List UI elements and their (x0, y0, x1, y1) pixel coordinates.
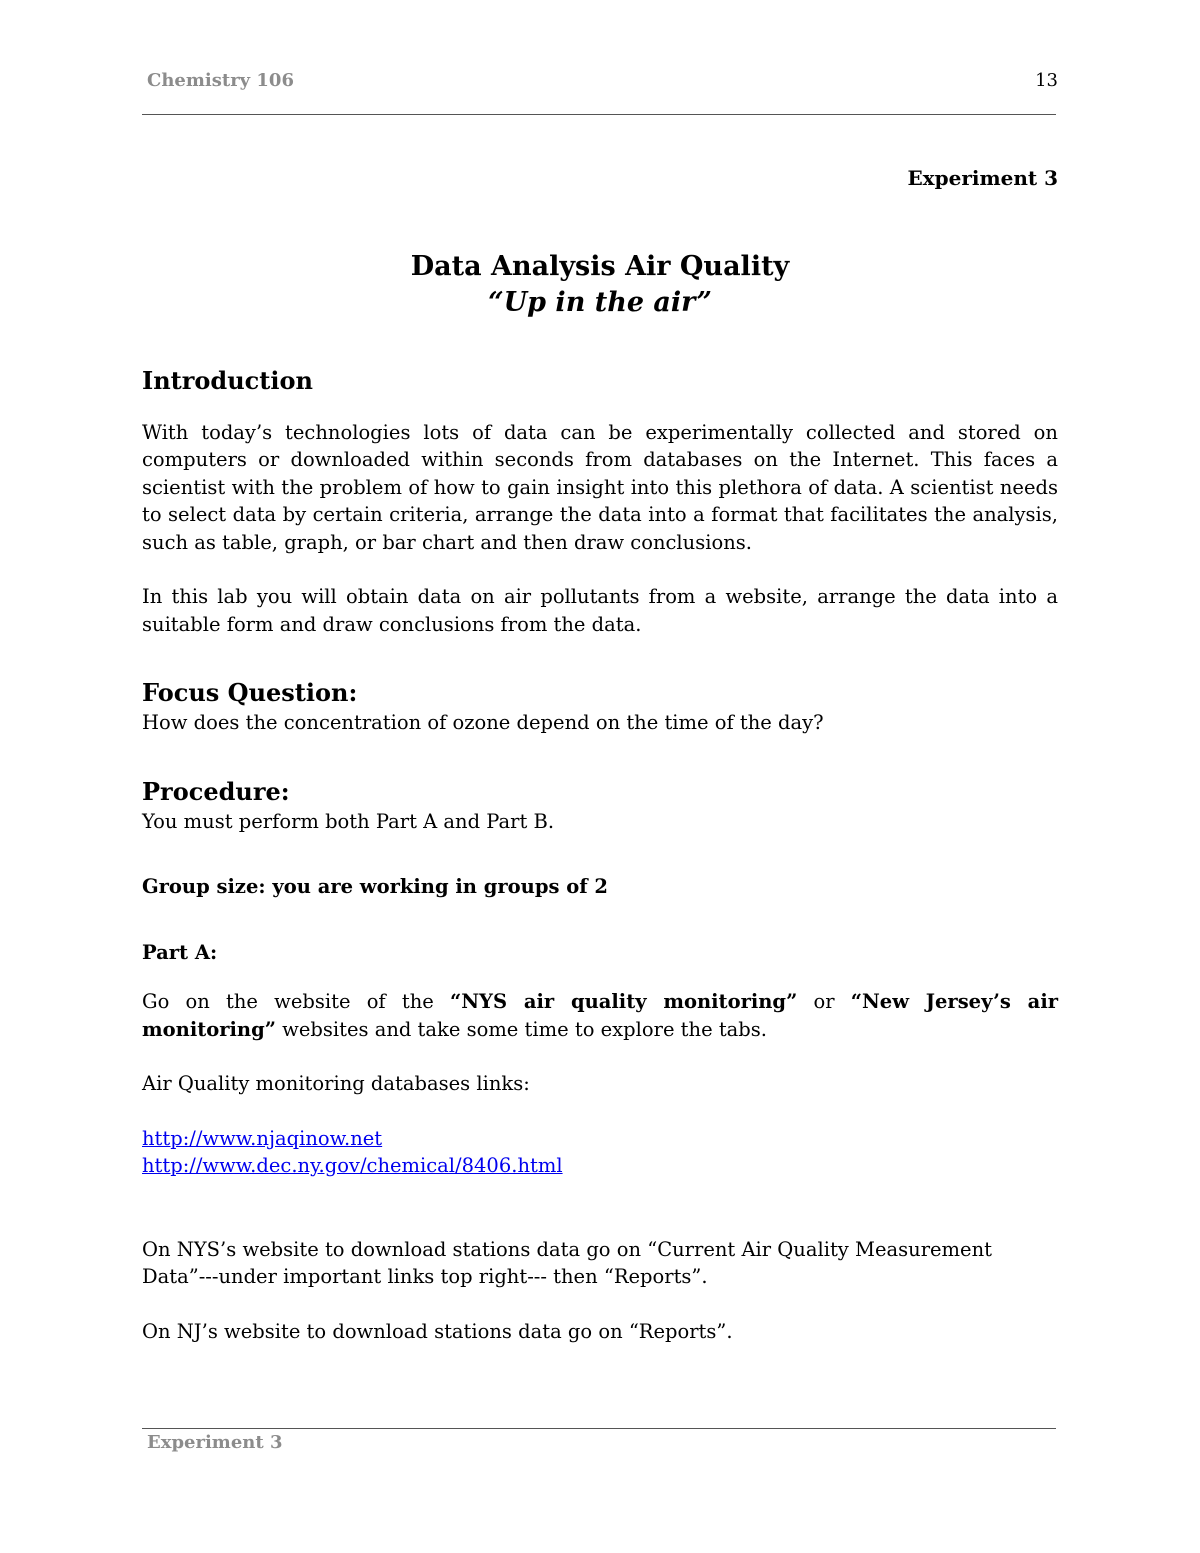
page-number: 13 (1035, 70, 1058, 91)
procedure-text: You must perform both Part A and Part B. (142, 809, 555, 833)
go-text-3: websites and take some time to explore the tabs. (275, 1017, 767, 1041)
nj-instructions: On NJ’s website to download stations data go on “Reports”. (142, 1319, 733, 1343)
introduction-paragraph-1: With today’s technologies lots of data can be experimentally collected and stored on computers or downloaded within seconds from databases on the Internet. This faces a scientist with the problem of how to gain insight into this plethora of data. A scientist needs to select data by certain criteria, arrange the data into a format that facilitates the analysis, such as table, graph, or bar chart and then draw conclusions. (142, 420, 1058, 554)
njaqinow-link[interactable]: http://www.njaqinow.net (142, 1126, 383, 1150)
nys-site-name: “NYS air quality monitoring” (450, 990, 798, 1013)
focus-question-heading: Focus Question: (142, 678, 358, 707)
dec-ny-link[interactable]: http://www.dec.ny.gov/chemical/8406.html (142, 1154, 563, 1177)
nj-site-name: “New Jersey’s air monitoring” (142, 990, 1059, 1041)
page-body (142, 165, 1058, 1345)
page-header (142, 70, 1058, 98)
go-text-2: or (797, 990, 851, 1013)
header-rule (142, 114, 1056, 115)
course-name: Chemistry 106 (147, 70, 294, 91)
group-size-text: Group size: you are working in groups of 2 (142, 875, 609, 898)
go-to-website-paragraph (142, 988, 1058, 1043)
introduction-paragraph-2: In this lab you will obtain data on air pollutants from a website, arrange the data into a suitable form and draw conclusions from the data. (142, 585, 1058, 636)
focus-question-text: How does the concentration of ozone depend on the time of the day? (142, 711, 824, 734)
go-text-1: Go on the website of the (142, 990, 450, 1013)
procedure-heading: Procedure: (142, 776, 290, 806)
experiment-label: Experiment 3 (907, 166, 1058, 190)
document-subtitle: “Up in the air” (488, 286, 712, 318)
links-list (142, 1125, 1058, 1180)
introduction-heading: Introduction (142, 365, 313, 395)
part-a-label: Part A: (142, 940, 218, 964)
document-title: Data Analysis Air Quality (410, 250, 790, 282)
nys-instructions: On NYS’s website to download stations data go on “Current Air Quality Measurement Data”---under important links top right--- then “Reports”. (142, 1237, 992, 1288)
footer-label: Experiment 3 (147, 1432, 283, 1453)
links-label: Air Quality monitoring databases links: (142, 1072, 530, 1095)
footer-rule (142, 1428, 1056, 1429)
